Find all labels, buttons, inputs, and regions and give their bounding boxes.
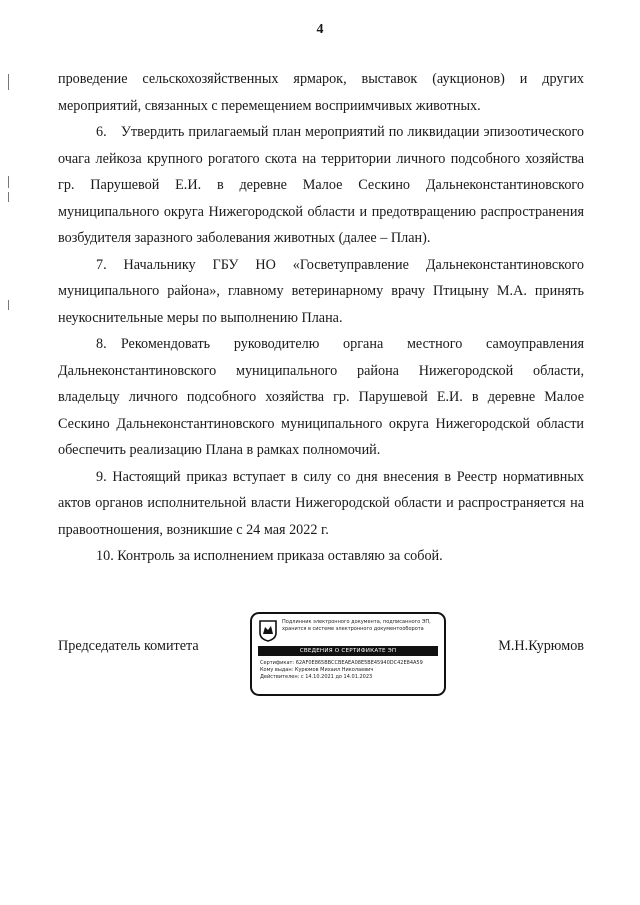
paragraph-8: 8. Рекомендовать руководителю органа местного самоуправления Дальнеконстантиновского муниципального района Нижегородской области, владельцу личного подсобного хозяйства гр. Парушевой Е.И. в деревне Малое Сескино Дальнеконстантиновского муниципального округа Нижегородской области обеспечить реализацию Плана в рамках полномочий. — [58, 336, 584, 458]
page-number: 4 — [316, 22, 324, 37]
signer-name: М.Н.Курюмов — [498, 638, 584, 654]
paragraph-7: 7. Начальнику ГБУ НО «Госветуправление Дальнеконстантиновского муниципального района», главному ветеринарному врачу Птицыну М.А. принять неукоснительные меры по выполнению Плана. — [58, 256, 584, 326]
paragraph-continuation: проведение сельскохозяйственных ярмарок, выставок (аукционов) и других мероприятий, связанных с перемещением восприимчивых животных. — [58, 71, 584, 114]
document-body — [58, 66, 584, 570]
scan-mark — [8, 300, 9, 310]
scan-mark — [8, 192, 9, 202]
paragraph-10: 10. Контроль за исполнением приказа оставляю за собой. — [96, 548, 443, 564]
stamp-header: Подлинник электронного документа, подписанного ЭП, хранится в системе электронного документооборота — [282, 619, 431, 632]
coat-of-arms-icon — [259, 620, 277, 642]
stamp-validity: Действителен: с 14.10.2021 до 14.01.2023 — [260, 674, 373, 680]
scan-mark — [8, 176, 9, 188]
stamp-certificate-bar: СВЕДЕНИЯ О СЕРТИФИКАТЕ ЭП — [258, 646, 438, 656]
electronic-signature-stamp — [250, 612, 446, 696]
stamp-details — [260, 660, 438, 681]
paragraph-6: 6. Утвердить прилагаемый план мероприятий по ликвидации эпизоотического очага лейкоза крупного рогатого скота на территории личного подсобного хозяйства гр. Парушевой Е.И. в деревне Малое Сескино Дальнеконстантиновского муниципального округа Нижегородской области и предотвращению распространения возбудителя заразного заболевания животных (далее – План). — [58, 124, 584, 246]
signature-block — [58, 612, 584, 702]
scan-mark — [8, 74, 9, 90]
paragraph-9: 9. Настоящий приказ вступает в силу со дня внесения в Реестр нормативных актов органов исполнительной власти Нижегородской области и распространяется на правоотношения, возникшие с 24 мая 2022 г. — [58, 468, 584, 538]
stamp-issued-to: Кому выдан: Курюмов Михаил Николаевич — [260, 667, 374, 673]
signer-title: Председатель комитета — [58, 638, 199, 654]
stamp-certificate-number: Сертификат: 62AF0E865BBCCBEAEA08E5BE45940DC42E84A59 — [260, 660, 423, 666]
